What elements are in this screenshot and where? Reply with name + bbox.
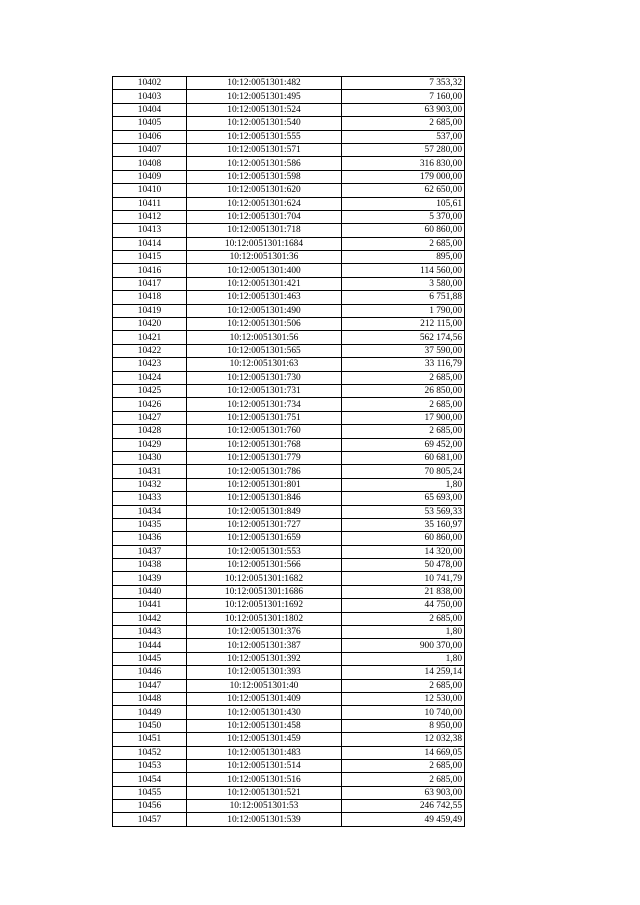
row-number-cell: 10409 (113, 170, 187, 183)
value-cell: 14 669,05 (342, 746, 465, 759)
row-number-cell: 10420 (113, 318, 187, 331)
value-cell: 105,61 (342, 197, 465, 210)
cadastral-number-cell: 10:12:0051301:786 (187, 465, 342, 478)
cadastral-number-cell: 10:12:0051301:730 (187, 371, 342, 384)
cadastral-number-cell: 10:12:0051301:659 (187, 532, 342, 545)
value-cell: 895,00 (342, 251, 465, 264)
value-cell: 35 160,97 (342, 518, 465, 531)
cadastral-number-cell: 10:12:0051301:514 (187, 759, 342, 772)
cadastral-number-cell: 10:12:0051301:624 (187, 197, 342, 210)
cadastral-number-cell: 10:12:0051301:566 (187, 559, 342, 572)
cadastral-number-cell: 10:12:0051301:36 (187, 251, 342, 264)
row-number-cell: 10435 (113, 518, 187, 531)
cadastral-number-cell: 10:12:0051301:421 (187, 277, 342, 290)
table-row (113, 117, 465, 130)
table-row (113, 304, 465, 317)
value-cell: 60 860,00 (342, 532, 465, 545)
table-row (113, 237, 465, 250)
cadastral-number-cell: 10:12:0051301:53 (187, 800, 342, 813)
row-number-cell: 10410 (113, 184, 187, 197)
cadastral-number-cell: 10:12:0051301:731 (187, 384, 342, 397)
row-number-cell: 10442 (113, 612, 187, 625)
row-number-cell: 10418 (113, 291, 187, 304)
table-row (113, 371, 465, 384)
value-cell: 7 160,00 (342, 90, 465, 103)
cadastral-number-cell: 10:12:0051301:376 (187, 626, 342, 639)
cadastral-number-cell: 10:12:0051301:598 (187, 170, 342, 183)
row-number-cell: 10417 (113, 277, 187, 290)
row-number-cell: 10437 (113, 545, 187, 558)
cadastral-number-cell: 10:12:0051301:387 (187, 639, 342, 652)
value-cell: 49 459,49 (342, 813, 465, 826)
row-number-cell: 10407 (113, 143, 187, 156)
table-row (113, 559, 465, 572)
row-number-cell: 10447 (113, 679, 187, 692)
value-cell: 63 903,00 (342, 103, 465, 116)
cadastral-number-cell: 10:12:0051301:734 (187, 398, 342, 411)
table-row (113, 411, 465, 424)
value-cell: 62 650,00 (342, 184, 465, 197)
cadastral-number-cell: 10:12:0051301:458 (187, 719, 342, 732)
table-row (113, 800, 465, 813)
table-row (113, 157, 465, 170)
cadastral-number-cell: 10:12:0051301:727 (187, 518, 342, 531)
table-row (113, 170, 465, 183)
cadastral-number-cell: 10:12:0051301:392 (187, 652, 342, 665)
value-cell: 33 116,79 (342, 358, 465, 371)
row-number-cell: 10427 (113, 411, 187, 424)
row-number-cell: 10451 (113, 733, 187, 746)
cadastral-number-cell: 10:12:0051301:760 (187, 425, 342, 438)
cadastral-number-cell: 10:12:0051301:849 (187, 505, 342, 518)
row-number-cell: 10405 (113, 117, 187, 130)
value-cell: 2 685,00 (342, 773, 465, 786)
table-row (113, 358, 465, 371)
row-number-cell: 10415 (113, 251, 187, 264)
value-cell: 65 693,00 (342, 492, 465, 505)
cadastral-number-cell: 10:12:0051301:1684 (187, 237, 342, 250)
row-number-cell: 10440 (113, 585, 187, 598)
value-cell: 69 452,00 (342, 438, 465, 451)
table-row (113, 626, 465, 639)
cadastral-number-cell: 10:12:0051301:409 (187, 692, 342, 705)
value-cell: 10 741,79 (342, 572, 465, 585)
value-cell: 179 000,00 (342, 170, 465, 183)
row-number-cell: 10436 (113, 532, 187, 545)
row-number-cell: 10429 (113, 438, 187, 451)
table-row (113, 572, 465, 585)
cadastral-number-cell: 10:12:0051301:779 (187, 451, 342, 464)
value-cell: 44 750,00 (342, 599, 465, 612)
row-number-cell: 10412 (113, 210, 187, 223)
table-row (113, 639, 465, 652)
table-row (113, 465, 465, 478)
cadastral-number-cell: 10:12:0051301:524 (187, 103, 342, 116)
value-cell: 2 685,00 (342, 679, 465, 692)
value-cell: 10 740,00 (342, 706, 465, 719)
row-number-cell: 10438 (113, 559, 187, 572)
table-row (113, 90, 465, 103)
value-cell: 53 569,33 (342, 505, 465, 518)
value-cell: 2 685,00 (342, 398, 465, 411)
table-row (113, 492, 465, 505)
table-row (113, 505, 465, 518)
value-cell: 212 115,00 (342, 318, 465, 331)
table-row (113, 425, 465, 438)
row-number-cell: 10406 (113, 130, 187, 143)
cadastral-number-cell: 10:12:0051301:704 (187, 210, 342, 223)
cadastral-number-cell: 10:12:0051301:63 (187, 358, 342, 371)
row-number-cell: 10432 (113, 478, 187, 491)
cadastral-number-cell: 10:12:0051301:751 (187, 411, 342, 424)
table-row (113, 478, 465, 491)
value-cell: 8 950,00 (342, 719, 465, 732)
cadastral-number-cell: 10:12:0051301:482 (187, 77, 342, 90)
table-row (113, 130, 465, 143)
table-row (113, 585, 465, 598)
value-cell: 70 805,24 (342, 465, 465, 478)
table-row (113, 143, 465, 156)
row-number-cell: 10428 (113, 425, 187, 438)
row-number-cell: 10408 (113, 157, 187, 170)
row-number-cell: 10446 (113, 666, 187, 679)
table-row (113, 224, 465, 237)
row-number-cell: 10452 (113, 746, 187, 759)
cadastral-number-cell: 10:12:0051301:40 (187, 679, 342, 692)
table-body (113, 77, 465, 827)
value-cell: 14 320,00 (342, 545, 465, 558)
row-number-cell: 10426 (113, 398, 187, 411)
value-cell: 246 742,55 (342, 800, 465, 813)
value-cell: 6 751,88 (342, 291, 465, 304)
cadastral-number-cell: 10:12:0051301:620 (187, 184, 342, 197)
row-number-cell: 10439 (113, 572, 187, 585)
cadastral-number-cell: 10:12:0051301:483 (187, 746, 342, 759)
table-row (113, 773, 465, 786)
table-row (113, 184, 465, 197)
value-cell: 2 685,00 (342, 371, 465, 384)
row-number-cell: 10441 (113, 599, 187, 612)
cadastral-number-cell: 10:12:0051301:1686 (187, 585, 342, 598)
value-cell: 2 685,00 (342, 612, 465, 625)
cadastral-number-cell: 10:12:0051301:718 (187, 224, 342, 237)
value-cell: 12 530,00 (342, 692, 465, 705)
table-row (113, 344, 465, 357)
value-cell: 57 280,00 (342, 143, 465, 156)
table-row (113, 451, 465, 464)
value-cell: 50 478,00 (342, 559, 465, 572)
table-row (113, 197, 465, 210)
table-row (113, 277, 465, 290)
cadastral-number-cell: 10:12:0051301:586 (187, 157, 342, 170)
row-number-cell: 10411 (113, 197, 187, 210)
table-row (113, 318, 465, 331)
table-row (113, 666, 465, 679)
table-row (113, 679, 465, 692)
cadastral-number-cell: 10:12:0051301:1802 (187, 612, 342, 625)
row-number-cell: 10422 (113, 344, 187, 357)
table-row (113, 759, 465, 772)
cadastral-number-cell: 10:12:0051301:495 (187, 90, 342, 103)
row-number-cell: 10457 (113, 813, 187, 826)
table-row (113, 103, 465, 116)
table-row (113, 77, 465, 90)
value-cell: 316 830,00 (342, 157, 465, 170)
table-row (113, 532, 465, 545)
value-cell: 900 370,00 (342, 639, 465, 652)
cadastral-number-cell: 10:12:0051301:801 (187, 478, 342, 491)
value-cell: 17 900,00 (342, 411, 465, 424)
cadastral-number-cell: 10:12:0051301:393 (187, 666, 342, 679)
row-number-cell: 10434 (113, 505, 187, 518)
cadastral-number-cell: 10:12:0051301:539 (187, 813, 342, 826)
table-row (113, 599, 465, 612)
row-number-cell: 10455 (113, 786, 187, 799)
table-row (113, 438, 465, 451)
cadastral-number-cell: 10:12:0051301:768 (187, 438, 342, 451)
row-number-cell: 10404 (113, 103, 187, 116)
row-number-cell: 10444 (113, 639, 187, 652)
cadastral-number-cell: 10:12:0051301:463 (187, 291, 342, 304)
table-row (113, 251, 465, 264)
value-cell: 2 685,00 (342, 759, 465, 772)
row-number-cell: 10456 (113, 800, 187, 813)
row-number-cell: 10416 (113, 264, 187, 277)
cadastral-number-cell: 10:12:0051301:555 (187, 130, 342, 143)
table-row (113, 264, 465, 277)
table-row (113, 291, 465, 304)
row-number-cell: 10445 (113, 652, 187, 665)
cadastral-number-cell: 10:12:0051301:521 (187, 786, 342, 799)
cadastral-number-cell: 10:12:0051301:506 (187, 318, 342, 331)
row-number-cell: 10430 (113, 451, 187, 464)
cadastral-number-cell: 10:12:0051301:459 (187, 733, 342, 746)
value-cell: 3 580,00 (342, 277, 465, 290)
value-cell: 14 259,14 (342, 666, 465, 679)
row-number-cell: 10424 (113, 371, 187, 384)
row-number-cell: 10448 (113, 692, 187, 705)
cadastral-value-table (112, 76, 465, 827)
value-cell: 5 370,00 (342, 210, 465, 223)
row-number-cell: 10449 (113, 706, 187, 719)
cadastral-number-cell: 10:12:0051301:540 (187, 117, 342, 130)
row-number-cell: 10450 (113, 719, 187, 732)
row-number-cell: 10453 (113, 759, 187, 772)
table-row (113, 813, 465, 826)
cadastral-number-cell: 10:12:0051301:56 (187, 331, 342, 344)
table-row (113, 733, 465, 746)
row-number-cell: 10402 (113, 77, 187, 90)
row-number-cell: 10443 (113, 626, 187, 639)
value-cell: 12 032,38 (342, 733, 465, 746)
row-number-cell: 10423 (113, 358, 187, 371)
cadastral-number-cell: 10:12:0051301:400 (187, 264, 342, 277)
value-cell: 562 174,56 (342, 331, 465, 344)
row-number-cell: 10431 (113, 465, 187, 478)
value-cell: 1,80 (342, 626, 465, 639)
value-cell: 21 838,00 (342, 585, 465, 598)
table-row (113, 746, 465, 759)
cadastral-number-cell: 10:12:0051301:846 (187, 492, 342, 505)
value-cell: 37 590,00 (342, 344, 465, 357)
table-row (113, 719, 465, 732)
table-row (113, 518, 465, 531)
row-number-cell: 10425 (113, 384, 187, 397)
cadastral-number-cell: 10:12:0051301:553 (187, 545, 342, 558)
value-cell: 2 685,00 (342, 237, 465, 250)
row-number-cell: 10433 (113, 492, 187, 505)
table-row (113, 331, 465, 344)
cadastral-number-cell: 10:12:0051301:490 (187, 304, 342, 317)
value-cell: 2 685,00 (342, 117, 465, 130)
table-row (113, 652, 465, 665)
value-cell: 63 903,00 (342, 786, 465, 799)
row-number-cell: 10421 (113, 331, 187, 344)
value-cell: 114 560,00 (342, 264, 465, 277)
cadastral-number-cell: 10:12:0051301:1692 (187, 599, 342, 612)
row-number-cell: 10413 (113, 224, 187, 237)
value-cell: 2 685,00 (342, 425, 465, 438)
table-row (113, 612, 465, 625)
cadastral-number-cell: 10:12:0051301:430 (187, 706, 342, 719)
cadastral-number-cell: 10:12:0051301:516 (187, 773, 342, 786)
table-row (113, 786, 465, 799)
row-number-cell: 10414 (113, 237, 187, 250)
value-cell: 537,00 (342, 130, 465, 143)
table-row (113, 384, 465, 397)
table-row (113, 210, 465, 223)
cadastral-number-cell: 10:12:0051301:571 (187, 143, 342, 156)
value-cell: 7 353,32 (342, 77, 465, 90)
table-row (113, 398, 465, 411)
table-row (113, 706, 465, 719)
cadastral-number-cell: 10:12:0051301:1682 (187, 572, 342, 585)
table-row (113, 545, 465, 558)
table-row (113, 692, 465, 705)
value-cell: 60 681,00 (342, 451, 465, 464)
value-cell: 60 860,00 (342, 224, 465, 237)
row-number-cell: 10454 (113, 773, 187, 786)
value-cell: 1,80 (342, 652, 465, 665)
row-number-cell: 10403 (113, 90, 187, 103)
value-cell: 26 850,00 (342, 384, 465, 397)
value-cell: 1,80 (342, 478, 465, 491)
cadastral-number-cell: 10:12:0051301:565 (187, 344, 342, 357)
row-number-cell: 10419 (113, 304, 187, 317)
value-cell: 1 790,00 (342, 304, 465, 317)
